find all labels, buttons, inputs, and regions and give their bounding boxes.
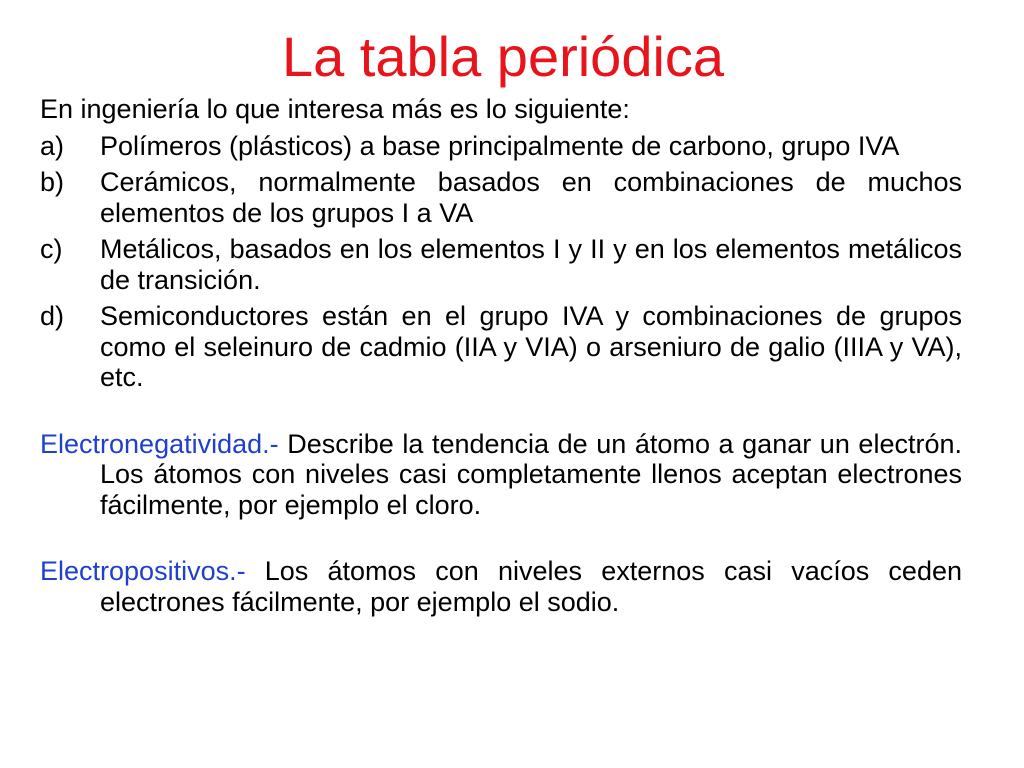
electropositivos-term: Electropositivos.- xyxy=(40,556,246,586)
list-item-text: Polímeros (plásticos) a base principalmente de carbono, grupo IVA xyxy=(100,130,900,161)
list-item xyxy=(40,131,962,162)
electronegatividad-paragraph xyxy=(40,429,962,521)
list-item xyxy=(40,167,962,228)
electropositivos-text: Los átomos con niveles externos casi vacíos ceden electrones fácilmente, por ejemplo el sodio. xyxy=(100,556,962,617)
electronegatividad-term: Electronegatividad.- xyxy=(40,428,279,459)
electropositivos-paragraph xyxy=(40,556,962,617)
materials-list xyxy=(40,131,962,393)
list-item xyxy=(40,234,962,295)
slide-title: La tabla periódica xyxy=(281,25,725,88)
list-marker: c) xyxy=(40,234,63,264)
list-item-text: Semiconductores están en el grupo IVA y combinaciones de grupos como el seleinuro de cadmio (IIA y VIA) o arseniuro de galio (IIIA y VA), etc. xyxy=(100,301,962,392)
list-item xyxy=(40,301,962,393)
intro-text: En ingeniería lo que interesa más es lo siguiente: xyxy=(40,94,630,124)
list-item-text: Cerámicos, normalmente basados en combinaciones de muchos elementos de los grupos I a VA xyxy=(100,167,962,228)
electronegatividad-text: Describe la tendencia de un átomo a ganar un electrón. Los átomos con niveles casi completamente llenos aceptan electrones fácilmente, por ejemplo el cloro. xyxy=(100,428,962,520)
list-marker: d) xyxy=(40,301,65,331)
list-item-text: Metálicos, basados en los elementos I y II y en los elementos metálicos de transición. xyxy=(100,234,962,295)
slide-body xyxy=(40,94,962,617)
list-marker: a) xyxy=(40,130,65,161)
list-marker: b) xyxy=(40,167,65,197)
